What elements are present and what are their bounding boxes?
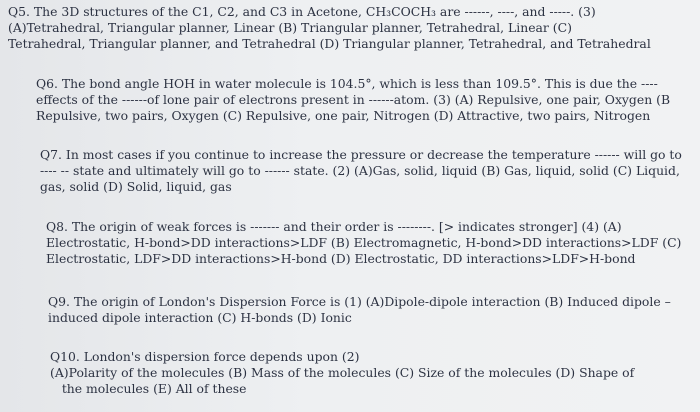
question-8-line-1: Q8. The origin of weak forces is ------- and their order is --------. [> indicates stronger] (4) (A) bbox=[46, 219, 622, 234]
question-9 bbox=[48, 294, 671, 326]
question-6-line-3: Repulsive, two pairs, Oxygen (C) Repulsive, one pair, Nitrogen (D) Attractive, two pairs, Nitrogen bbox=[36, 108, 651, 123]
question-10-line-2: (A)Polarity of the molecules (B) Mass of the molecules (C) Size of the molecules (D) Shape of bbox=[50, 365, 635, 380]
question-7-line-3: gas, solid (D) Solid, liquid, gas bbox=[40, 179, 232, 194]
question-7-line-2: ---- -- state and ultimately will go to ------ state. (2) (A)Gas, solid, liquid (B) Gas, liquid, solid (C) Liquid, bbox=[40, 163, 680, 178]
question-7 bbox=[40, 147, 682, 195]
question-5-line-2: (A)Tetrahedral, Triangular planner, Linear (B) Triangular planner, Tetrahedral, Linear (C) bbox=[8, 20, 572, 35]
question-10-line-3: the molecules (E) All of these bbox=[50, 381, 247, 396]
question-5-line-1: Q5. The 3D structures of the C1, C2, and C3 in Acetone, CH₃COCH₃ are ------, ----, and -----. (3) bbox=[8, 4, 596, 19]
question-10-line-1: Q10. London's dispersion force depends upon (2) bbox=[50, 349, 360, 364]
question-8 bbox=[46, 219, 681, 267]
question-5 bbox=[8, 4, 651, 52]
question-8-line-3: Electrostatic, LDF>DD interactions>H-bond (D) Electrostatic, DD interactions>LDF>H-bond bbox=[46, 251, 636, 266]
question-6-line-1: Q6. The bond angle HOH in water molecule is 104.5°, which is less than 109.5°. This is due the ---- bbox=[36, 76, 658, 91]
question-9-line-2: induced dipole interaction (C) H-bonds (D) Ionic bbox=[48, 310, 352, 325]
question-10 bbox=[50, 349, 634, 397]
question-9-line-1: Q9. The origin of London's Dispersion Force is (1) (A)Dipole-dipole interaction (B) Induced dipole – bbox=[48, 294, 671, 309]
question-6 bbox=[36, 76, 670, 124]
question-5-line-3: Tetrahedral, Triangular planner, and Tetrahedral (D) Triangular planner, Tetrahedral, and Tetrahedral bbox=[8, 36, 651, 51]
question-8-line-2: Electrostatic, H-bond>DD interactions>LDF (B) Electromagnetic, H-bond>DD interactions>LDF (C) bbox=[46, 235, 682, 250]
question-6-line-2: effects of the ------of lone pair of electrons present in ------atom. (3) (A) Repulsive, one pair, Oxygen (B bbox=[36, 92, 671, 107]
question-7-line-1: Q7. In most cases if you continue to increase the pressure or decrease the temperature ------ will go to bbox=[40, 147, 682, 162]
